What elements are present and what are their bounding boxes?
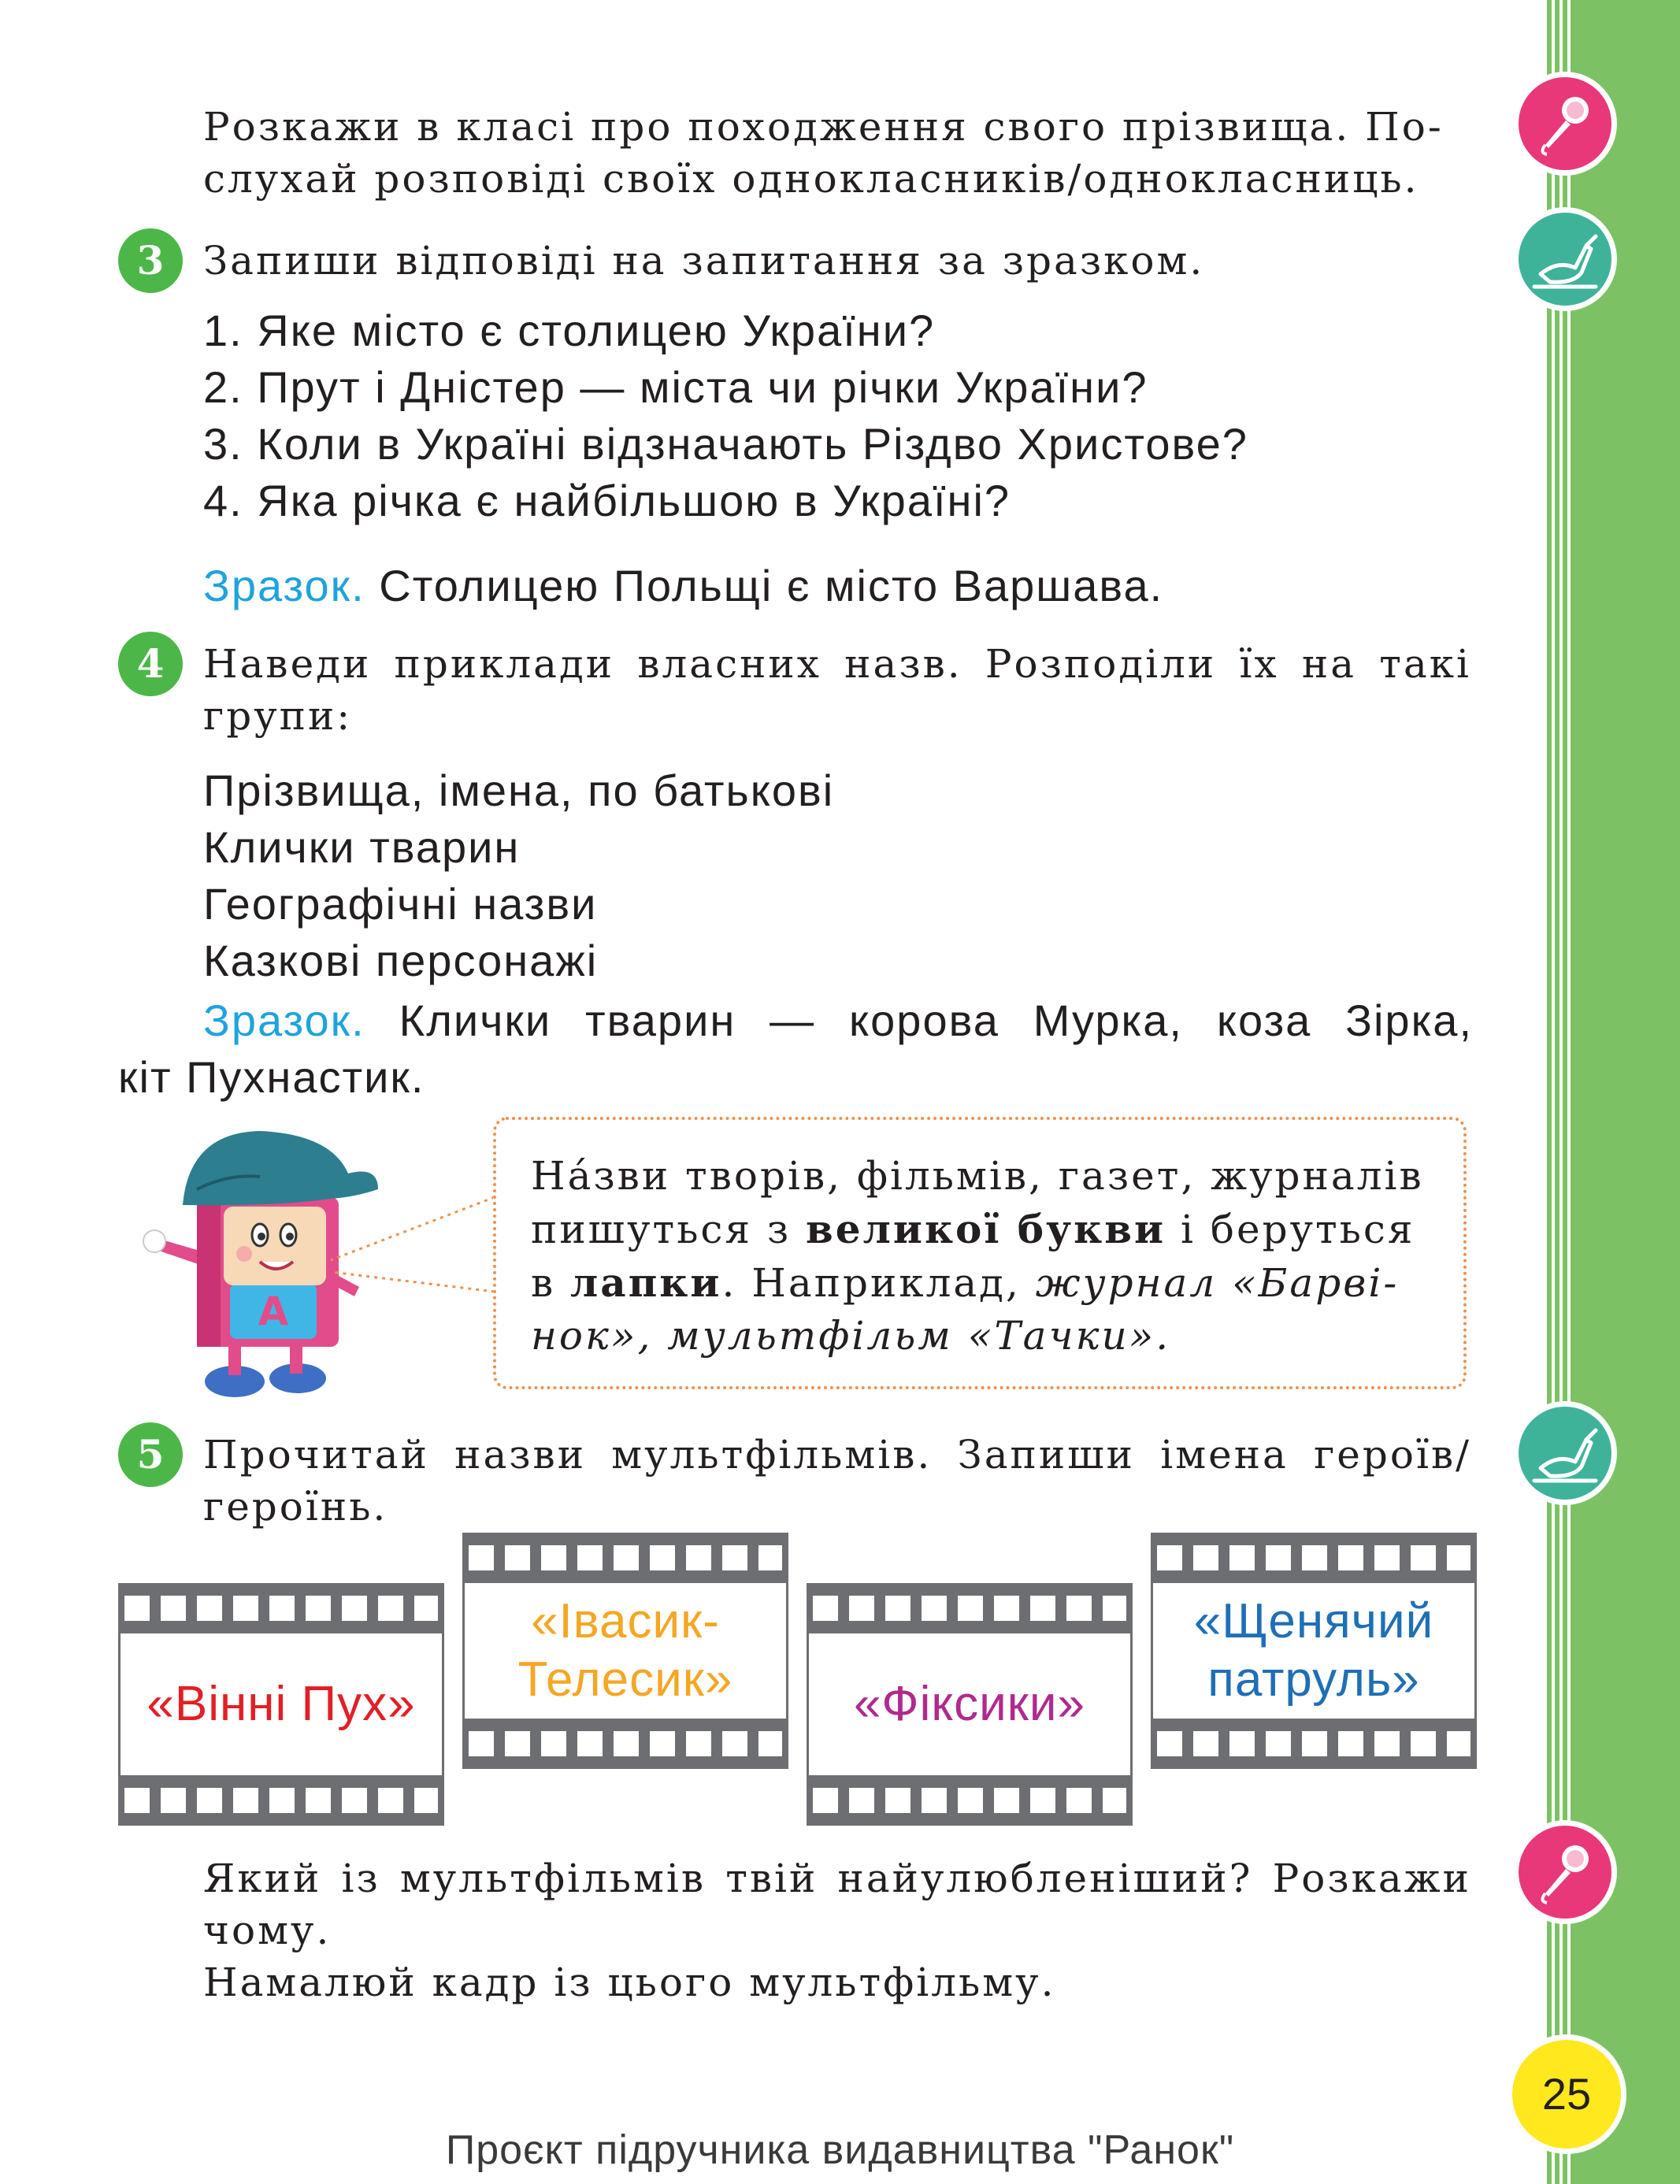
question-line: Який із мультфільмів твій найулюбленіший? Розкажи [203,1856,1471,1901]
film-strip [1151,1533,1477,1583]
microphone-icon [1519,1826,1611,1919]
film-title [462,1583,788,1719]
group-item: Прізвища, імена, по батькові [203,766,835,815]
film-strip [462,1533,788,1583]
task-number-badge: 5 [118,1422,183,1487]
task3-title: Запиши відповіді на запитання за зразком. [203,238,1205,284]
rule-span: пишуться з [531,1207,807,1252]
film-title-line: «Щенячий [1193,1594,1434,1648]
film-strip [118,1775,444,1826]
writing-hand-icon [1519,213,1611,306]
task5-question [203,1852,1471,2008]
task5-title-line: героїнь. [203,1484,388,1530]
group-item: Казкові персонажі [203,936,599,985]
page-number: 25 [1512,2040,1621,2149]
task3-questions [203,302,1495,529]
task4-sample [118,992,1473,1106]
footer-note: Проєкт підручника видавництва "Ранок" [445,2127,1235,2173]
writing-hand-icon [1519,1407,1611,1500]
task4-sample-line [118,992,1473,1049]
film-strip [807,1583,1133,1633]
film-title-line: патруль» [1207,1652,1420,1707]
group-item: Клички тварин [203,822,521,872]
microphone-icon [1519,77,1611,170]
rule-italic: журнал «Барві- [1035,1260,1400,1306]
film-title [1151,1583,1477,1719]
film-strip [462,1719,788,1769]
task4-sample-line: кіт Пухнастик. [118,1052,425,1102]
rule-line [531,1256,1432,1310]
draw-task: Намалюй кадр із цього мультфільму. [203,1960,1056,2005]
task5-title [203,1429,1471,1533]
rule-line [531,1203,1432,1256]
callout-pointer [315,1174,504,1315]
film-frame [118,1583,444,1826]
question-item: 1. Яке місто є столицею України? [203,306,936,355]
question-item: 2. Прут і Дністер — міста чи річки України? [203,362,1148,412]
task-number-badge: 3 [118,228,183,293]
question-line: чому. [203,1908,332,1953]
rule-bold: лапки [570,1259,722,1306]
task5-title-line: Прочитай назви мультфільмів. Запиши імена героїв/ [203,1432,1471,1478]
sample-label: Зразок. [203,996,365,1045]
question-item: 3. Коли в Україні відзначають Різдво Христове? [203,419,1248,469]
sample-text: Клички тварин — корова Мурка, коза Зірка, [399,996,1473,1045]
task4-title-line: Наведи приклади власних назв. Розподіли їх на такі [203,641,1471,687]
film-title-line: «Івасик- [531,1594,720,1648]
task4-title-line: групи: [203,693,353,739]
film-strip [807,1775,1133,1826]
rule-text [531,1150,1432,1363]
question-item: 4. Яка річка є найбільшою в Україні? [203,476,1011,525]
task4-groups [203,762,1495,989]
film-frame [462,1533,788,1769]
film-strip [118,1583,444,1633]
film-frame [1151,1533,1477,1769]
film-title: «Фіксики» [807,1633,1133,1775]
film-title-line: Телесик» [517,1652,733,1707]
intro-line: слухай розповіді своїх однокласників/однокласниць. [203,156,1419,202]
intro-paragraph [203,101,1471,205]
rule-span: і беруться [1166,1207,1415,1252]
rule-line: Нáзви творів, фільмів, газет, журналів [531,1153,1424,1199]
sample-label: Зразок. [203,561,365,610]
film-title: «Вінні Пух» [118,1633,444,1775]
intro-line: Розкажи в класі про походження свого прізвища. По- [203,104,1444,150]
rule-span: в [531,1260,571,1306]
group-item: Географічні назви [203,879,598,929]
rule-italic: нок», мультфільм «Тачки». [531,1313,1171,1359]
sample-text: Столицею Польщі є місто Варшава. [379,561,1164,610]
task4-title [203,638,1471,742]
rule-bold: великої букви [806,1206,1166,1252]
task-number-badge: 4 [118,632,183,696]
rule-callout [493,1117,1467,1389]
film-frame [807,1583,1133,1826]
task3-sample [203,558,1495,614]
rule-line [531,1310,1432,1363]
film-strip [1151,1719,1477,1769]
svg-text:А: А [258,1289,289,1334]
rule-span: . Наприклад, [721,1260,1036,1306]
